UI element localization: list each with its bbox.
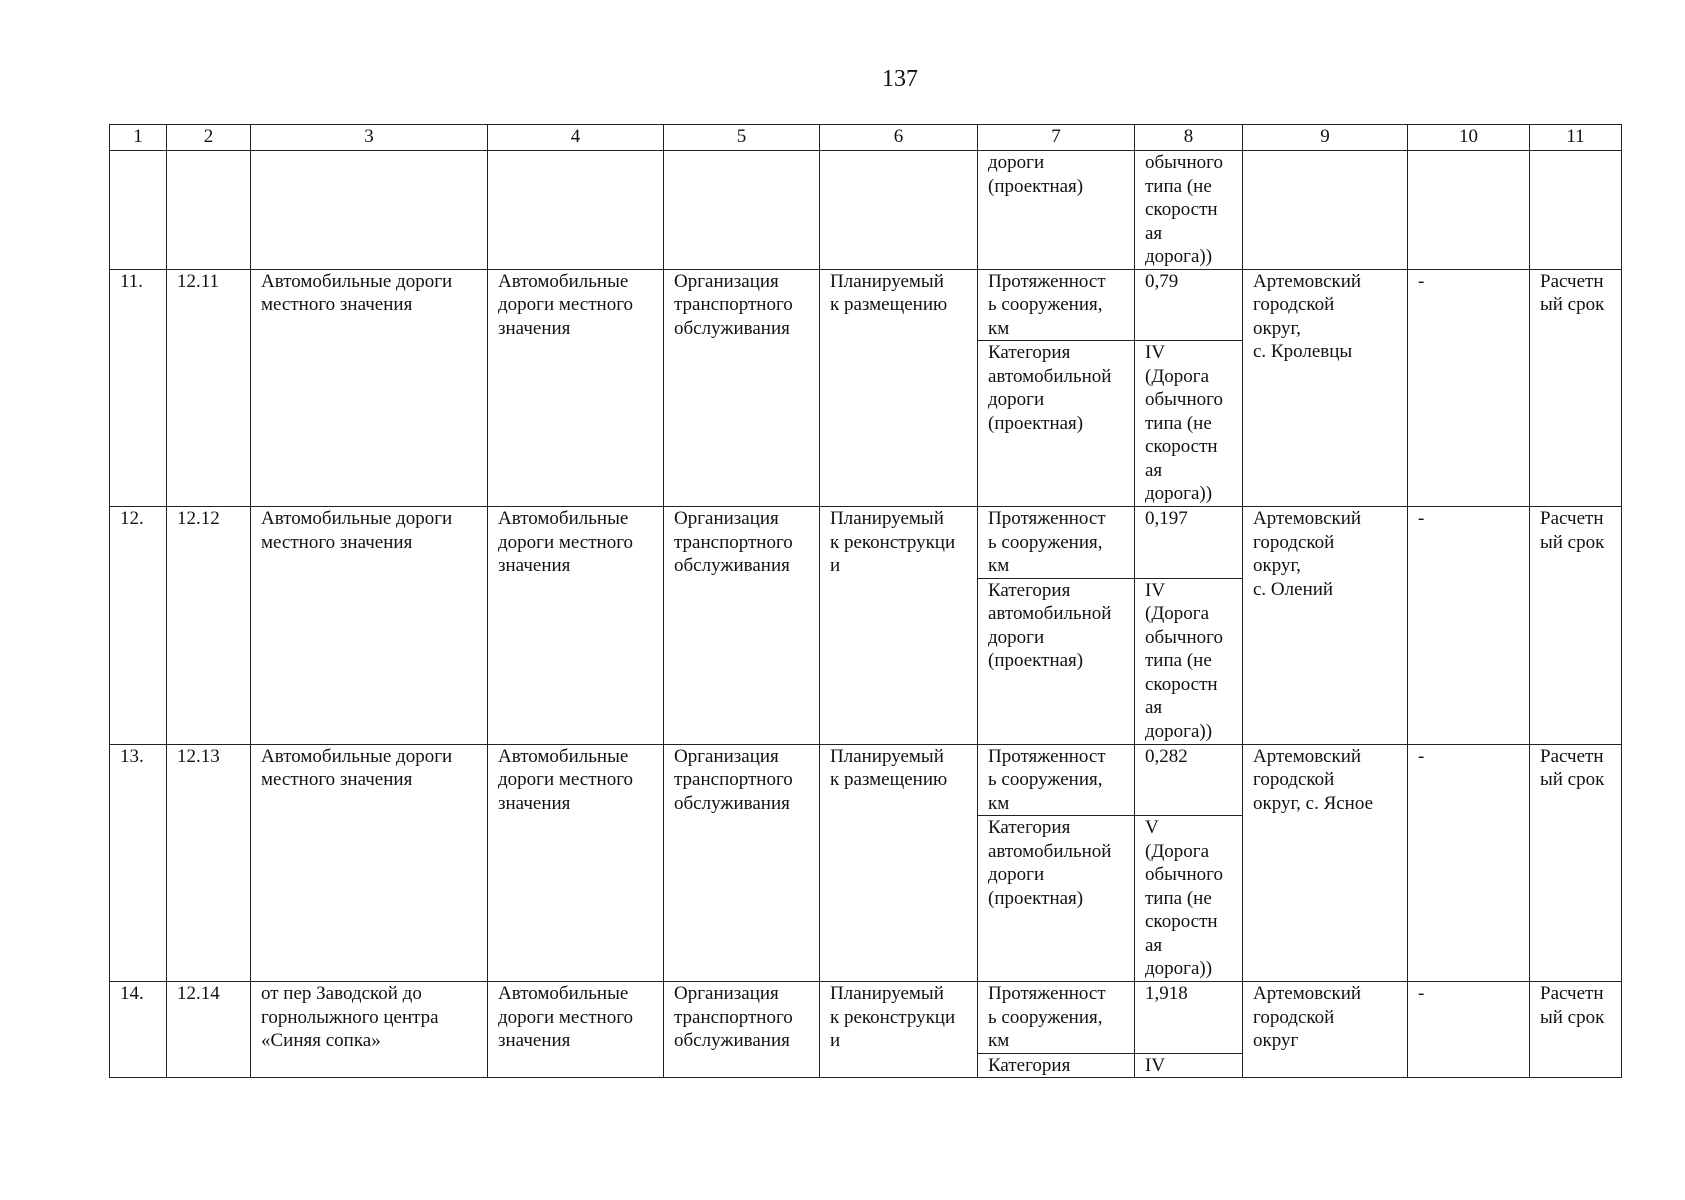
cell-line: с. Олений	[1253, 578, 1334, 600]
object-name-cell	[251, 744, 488, 982]
cell-line: Артемовский	[1253, 508, 1362, 529]
table-cell	[110, 151, 167, 270]
cell-line: к реконструкци	[830, 531, 956, 553]
cell-line: ая	[1145, 697, 1163, 718]
cell-line: (Дорога	[1145, 603, 1210, 624]
cell-line: дороги	[988, 864, 1045, 885]
column-number: 3	[251, 125, 488, 151]
cell-line: округ,	[1253, 555, 1301, 576]
cell-line: скоростн	[1145, 199, 1218, 220]
zone-cell: -	[1408, 269, 1530, 507]
cell-line: городской	[1253, 769, 1335, 790]
cell-line: обслуживания	[674, 1030, 790, 1051]
location-cell	[1243, 744, 1408, 982]
table-cell	[167, 151, 251, 270]
cell-line: Автомобильные	[498, 983, 629, 1004]
cell-line: Автомобильные	[498, 745, 629, 767]
cell-line: дороги	[988, 389, 1045, 410]
cell-line: обычного	[1145, 152, 1223, 173]
cell-line: Протяженност	[988, 983, 1106, 1004]
cell-line: обслуживания	[674, 317, 790, 339]
cell-line: местного значения	[261, 294, 413, 315]
row-number-cell: 12.	[110, 507, 167, 745]
object-type-cell	[488, 982, 664, 1078]
cell-line: км	[988, 317, 1010, 339]
location-cell	[1243, 507, 1408, 745]
cell-line: округ	[1253, 1030, 1299, 1051]
cell-line: (проектная)	[988, 175, 1084, 197]
cell-line: дорога))	[1145, 483, 1213, 504]
cell-line: к реконструкци	[830, 1006, 956, 1028]
column-number: 1	[110, 125, 167, 151]
cell-line: Автомобильные дороги	[261, 270, 453, 292]
column-number: 10	[1408, 125, 1530, 151]
cell-line: Категория	[988, 342, 1071, 363]
cell-line: (проектная)	[988, 887, 1084, 909]
location-cell	[1243, 269, 1408, 507]
cell-line: Планируемый	[830, 508, 944, 529]
value-cell	[1135, 341, 1243, 507]
cell-line: транспортного	[674, 769, 793, 790]
cell-line: ь сооружения,	[988, 1006, 1103, 1028]
cell-line: дороги местного	[498, 1006, 634, 1028]
cell-line: местного значения	[261, 531, 413, 553]
cell-line: автомобильной	[988, 840, 1112, 862]
code-cell: 12.13	[167, 744, 251, 982]
cell-line: от пер Заводской до	[261, 983, 422, 1004]
table-cell	[1530, 151, 1622, 270]
cell-line: Протяженност	[988, 270, 1106, 292]
cell-line: Автомобильные	[498, 508, 629, 529]
continuation-row	[110, 151, 1622, 270]
cell-line: автомобильной	[988, 603, 1112, 624]
value-cell	[1135, 1053, 1243, 1078]
cell-line: 0,282	[1145, 745, 1188, 767]
location-cell	[1243, 982, 1408, 1078]
cell-line: обслуживания	[674, 792, 790, 814]
code-cell: 12.14	[167, 982, 251, 1078]
cell-line: Расчетн	[1540, 983, 1604, 1004]
cell-line: дорога))	[1145, 246, 1213, 267]
cell-line: типа (не	[1145, 887, 1212, 909]
table-cell	[251, 151, 488, 270]
cell-line: ый срок	[1540, 1006, 1605, 1028]
column-number: 8	[1135, 125, 1243, 151]
status-cell	[820, 269, 978, 507]
table-cell	[1243, 151, 1408, 270]
cell-line: км	[988, 555, 1010, 576]
object-type-cell	[488, 744, 664, 982]
cell-line: и	[830, 555, 841, 576]
cell-line: городской	[1253, 1006, 1335, 1028]
cell-line: 1,918	[1145, 983, 1188, 1004]
cell-line: Расчетн	[1540, 508, 1604, 529]
zone-cell: -	[1408, 507, 1530, 745]
cell-line: дороги	[988, 626, 1045, 648]
param-cell	[978, 1053, 1135, 1078]
cell-line: (Дорога	[1145, 840, 1210, 862]
cell-line: Планируемый	[830, 745, 944, 767]
cell-line: 0,79	[1145, 270, 1179, 292]
cell-line: Расчетн	[1540, 270, 1604, 292]
cell-line: Артемовский	[1253, 270, 1362, 292]
column-number: 5	[664, 125, 820, 151]
cell-line: Категория	[988, 579, 1071, 601]
code-cell: 12.11	[167, 269, 251, 507]
value-cell	[1135, 816, 1243, 982]
page-number: 137	[882, 66, 918, 92]
cell-line: значения	[498, 555, 571, 576]
cell-line: Автомобильные дороги	[261, 745, 453, 767]
object-name-cell	[251, 507, 488, 745]
cell-line: Протяженност	[988, 745, 1106, 767]
cell-line: Артемовский	[1253, 983, 1362, 1004]
cell-line: Расчетн	[1540, 745, 1604, 767]
row-number-cell: 14.	[110, 982, 167, 1078]
term-cell	[1530, 744, 1622, 982]
cell-line: скоростн	[1145, 911, 1218, 932]
cell-line: Артемовский	[1253, 745, 1362, 767]
purpose-cell	[664, 744, 820, 982]
column-number: 6	[820, 125, 978, 151]
code-cell: 12.12	[167, 507, 251, 745]
cell-line: «Синяя сопка»	[261, 1030, 381, 1051]
cell-line: дороги местного	[498, 294, 634, 315]
param-cell	[978, 578, 1135, 744]
row-number-cell: 13.	[110, 744, 167, 982]
cell-line: значения	[498, 1030, 571, 1051]
term-cell	[1530, 269, 1622, 507]
zone-cell: -	[1408, 744, 1530, 982]
cell-line: типа (не	[1145, 650, 1212, 671]
cell-line: Организация	[674, 508, 779, 529]
table-cell	[820, 151, 978, 270]
column-number: 9	[1243, 125, 1408, 151]
cell-line: Протяженност	[988, 508, 1106, 529]
value-cell	[1135, 982, 1243, 1054]
object-name-cell	[251, 982, 488, 1078]
cell-line: ь сооружения,	[988, 531, 1103, 553]
cell-line: автомобильной	[988, 365, 1112, 387]
cell-line: дороги местного	[498, 769, 634, 790]
cell-line: Организация	[674, 983, 779, 1004]
object-type-cell	[488, 269, 664, 507]
status-cell	[820, 982, 978, 1078]
table-cell	[1408, 151, 1530, 270]
term-cell	[1530, 507, 1622, 745]
cell-line: Планируемый	[830, 270, 944, 292]
cell-line: городской	[1253, 294, 1335, 315]
param-cell	[978, 507, 1135, 579]
value-cell	[1135, 269, 1243, 341]
value-cell	[1135, 507, 1243, 579]
cell-line: обслуживания	[674, 555, 790, 576]
cell-line: дороги местного	[498, 531, 634, 553]
cell-line: местного значения	[261, 769, 413, 790]
data-table	[109, 124, 1622, 1078]
value-cell	[1135, 744, 1243, 816]
cell-line: IV	[1145, 1054, 1166, 1076]
cell-line: скоростн	[1145, 436, 1218, 457]
cell-line: обычного	[1145, 864, 1223, 885]
cell-line: обычного	[1145, 626, 1223, 648]
purpose-cell	[664, 507, 820, 745]
cell-line: к размещению	[830, 769, 948, 790]
value-cell	[1135, 578, 1243, 744]
cell-line: ая	[1145, 222, 1163, 244]
param-cell	[978, 816, 1135, 982]
table-cell	[664, 151, 820, 270]
cell-line: IV	[1145, 342, 1166, 363]
cell-line: с. Кролевцы	[1253, 341, 1353, 362]
cell-line: округ, с. Ясное	[1253, 792, 1374, 814]
cell-line: Организация	[674, 745, 779, 767]
table-row	[110, 982, 1622, 1054]
cell-line: ь сооружения,	[988, 769, 1103, 790]
term-cell	[1530, 982, 1622, 1078]
cell-line: ь сооружения,	[988, 294, 1103, 315]
cell-line: ый срок	[1540, 531, 1605, 553]
cell-line: (проектная)	[988, 650, 1084, 671]
cell-line: Автомобильные	[498, 270, 629, 292]
param-cell	[978, 151, 1135, 270]
value-cell	[1135, 151, 1243, 270]
param-cell	[978, 341, 1135, 507]
cell-line: ый срок	[1540, 769, 1605, 790]
cell-line: городской	[1253, 531, 1335, 553]
table-row	[110, 269, 1622, 341]
cell-line: Категория	[988, 1054, 1071, 1076]
cell-line: горнолыжного центра	[261, 1006, 439, 1028]
param-cell	[978, 982, 1135, 1054]
cell-line: V	[1145, 817, 1159, 838]
cell-line: Планируемый	[830, 983, 944, 1004]
zone-cell: -	[1408, 982, 1530, 1078]
cell-line: Категория	[988, 817, 1071, 838]
param-cell	[978, 269, 1135, 341]
param-cell	[978, 744, 1135, 816]
cell-line: значения	[498, 792, 571, 814]
object-type-cell	[488, 507, 664, 745]
cell-line: типа (не	[1145, 175, 1212, 197]
column-number: 7	[978, 125, 1135, 151]
purpose-cell	[664, 982, 820, 1078]
cell-line: транспортного	[674, 294, 793, 315]
cell-line: (проектная)	[988, 412, 1084, 434]
column-number-row	[110, 125, 1622, 151]
cell-line: транспортного	[674, 531, 793, 553]
cell-line: км	[988, 792, 1010, 814]
cell-line: ая	[1145, 934, 1163, 956]
cell-line: (Дорога	[1145, 365, 1210, 387]
table-row	[110, 744, 1622, 816]
cell-line: обычного	[1145, 389, 1223, 410]
row-number-cell: 11.	[110, 269, 167, 507]
object-name-cell	[251, 269, 488, 507]
column-number: 11	[1530, 125, 1622, 151]
cell-line: Организация	[674, 270, 779, 292]
cell-line: дорога))	[1145, 958, 1213, 979]
cell-line: скоростн	[1145, 673, 1218, 695]
cell-line: ая	[1145, 459, 1163, 481]
table-cell	[488, 151, 664, 270]
cell-line: дорога))	[1145, 720, 1213, 742]
status-cell	[820, 744, 978, 982]
column-number: 4	[488, 125, 664, 151]
table-row	[110, 507, 1622, 579]
cell-line: ый срок	[1540, 294, 1605, 315]
cell-line: типа (не	[1145, 412, 1212, 434]
cell-line: округ,	[1253, 317, 1301, 339]
status-cell	[820, 507, 978, 745]
cell-line: дороги	[988, 152, 1045, 173]
cell-line: км	[988, 1030, 1010, 1051]
cell-line: транспортного	[674, 1006, 793, 1028]
cell-line: значения	[498, 317, 571, 339]
column-number: 2	[167, 125, 251, 151]
cell-line: IV	[1145, 579, 1166, 601]
cell-line: 0,197	[1145, 508, 1188, 529]
cell-line: и	[830, 1030, 841, 1051]
purpose-cell	[664, 269, 820, 507]
cell-line: к размещению	[830, 294, 948, 315]
cell-line: Автомобильные дороги	[261, 508, 453, 529]
